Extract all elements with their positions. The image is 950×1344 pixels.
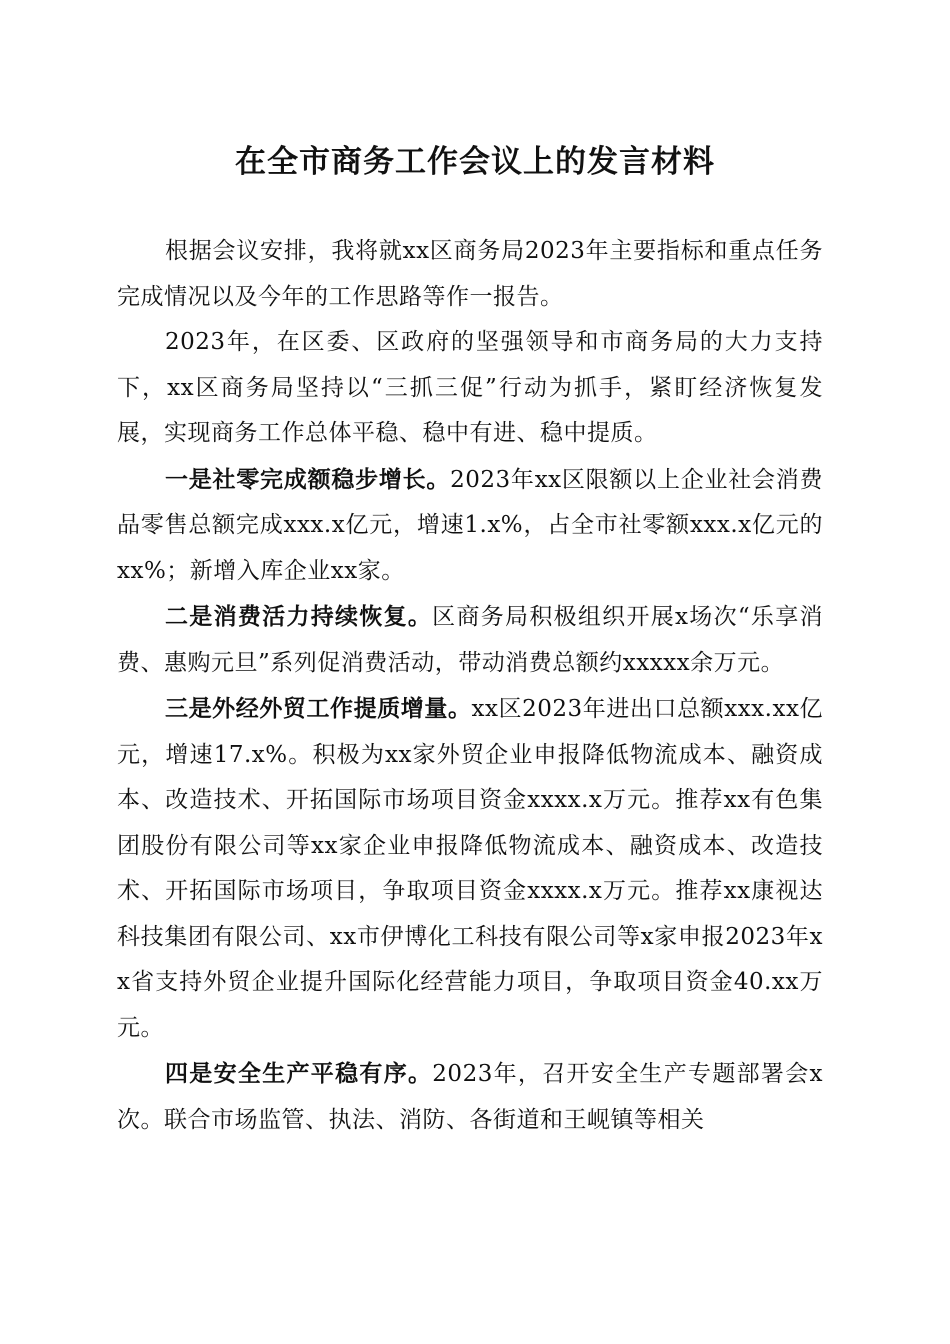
paragraph-overview [117,320,823,457]
document-body [117,229,823,1143]
paragraph-foreign-trade [117,686,823,1051]
paragraph-lead: 四是安全生产平稳有序。 [165,1060,433,1087]
paragraph-text: 2023年，召开安全生产专题部署会x次。联合市场监管、执法、消防、各街道和王岘镇等相关 [117,1061,823,1133]
paragraph-consumption [117,594,823,686]
paragraph-text: xx区2023年进出口总额xxx.xx亿元，增速17.x%。积极为xx家外贸企业申报降低物流成本、融资成本、改造技术、开拓国际市场项目资金xxxx.x万元。推荐xx有色集团股份有限公司等xx家企业申报降低物流成本、融资成本、改造技术、开拓国际市场项目，争取项目资金xxxx.x万元。推荐xx康视达科技集团有限公司、xx市伊博化工科技有限公司等x家申报2023年xx省支持外贸企业提升国际化经营能力项目，争取项目资金40.xx万元。 [117,696,823,1041]
paragraph-safety [117,1051,823,1143]
paragraph-text: 根据会议安排，我将就xx区商务局2023年主要指标和重点任务完成情况以及今年的工作思路等作一报告。 [117,238,823,310]
paragraph-retail [117,457,823,595]
document-title: 在全市商务工作会议上的发言材料 [235,144,715,180]
paragraph-lead: 三是外经外贸工作提质增量。 [165,695,472,722]
paragraph-text: 区商务局积极组织开展x场次“乐享消费、惠购元旦”系列促消费活动，带动消费总额约xxxxx余万元。 [117,604,824,676]
paragraph-intro [117,229,823,320]
paragraph-text: 2023年xx区限额以上企业社会消费品零售总额完成xxx.x亿元，增速1.x%，占全市社零额xxx.x亿元的xx%；新增入库企业xx家。 [117,466,824,584]
paragraph-text: 2023年，在区委、区政府的坚强领导和市商务局的大力支持下，xx区商务局坚持以“三抓三促”行动为抓手，紧盯经济恢复发展，实现商务工作总体平稳、稳中有进、稳中提质。 [117,329,823,446]
paragraph-lead: 二是消费活力持续恢复。 [165,603,433,630]
paragraph-lead: 一是社零完成额稳步增长。 [165,465,451,493]
